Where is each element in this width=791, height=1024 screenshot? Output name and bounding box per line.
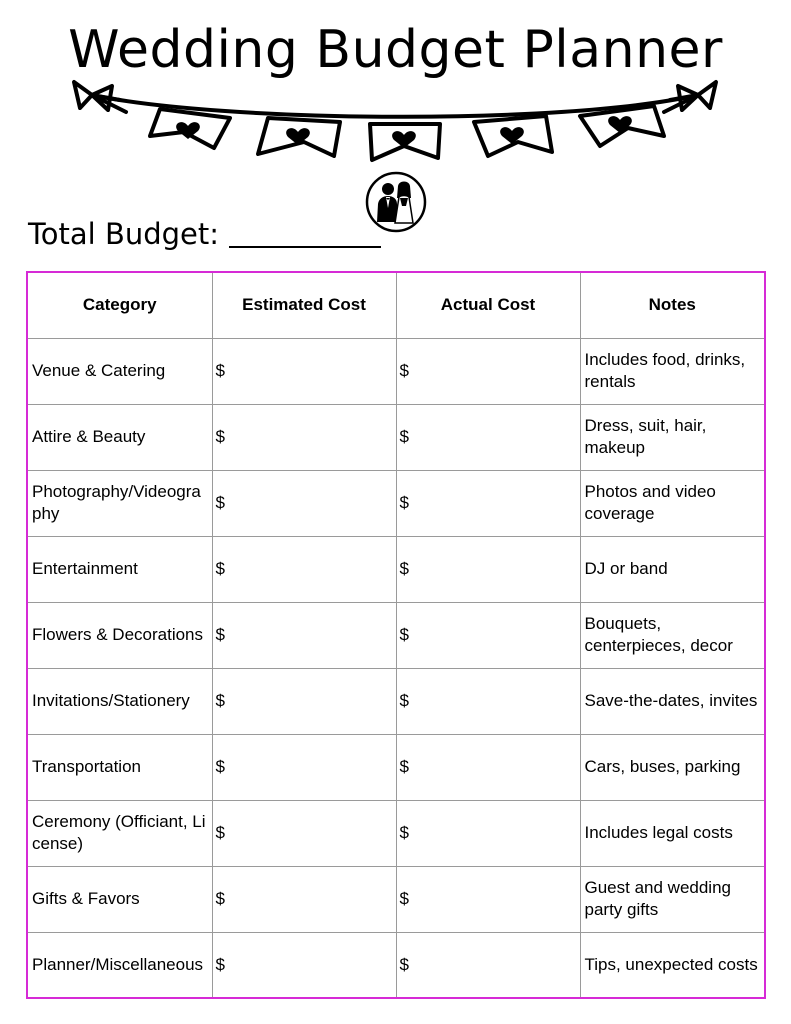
header-estimated-cost: Estimated Cost [212, 272, 396, 338]
estimated-cost-cell[interactable]: $ [212, 668, 396, 734]
estimated-cost-cell[interactable]: $ [212, 932, 396, 998]
table-row [27, 470, 765, 536]
table-row [27, 800, 765, 866]
notes-cell: Guest and wedding party gifts [580, 866, 765, 932]
notes-cell: Save-the-dates, invites [580, 668, 765, 734]
estimated-cost-cell[interactable]: $ [212, 404, 396, 470]
actual-cost-cell[interactable]: $ [396, 338, 580, 404]
notes-cell: Dress, suit, hair, makeup [580, 404, 765, 470]
notes-cell: DJ or band [580, 536, 765, 602]
actual-cost-cell[interactable]: $ [396, 536, 580, 602]
estimated-cost-cell[interactable]: $ [212, 734, 396, 800]
notes-cell: Cars, buses, parking [580, 734, 765, 800]
header-notes: Notes [580, 272, 765, 338]
category-cell: Planner/Miscellaneous [27, 932, 212, 998]
total-budget [28, 214, 381, 254]
notes-cell: Includes food, drinks, rentals [580, 338, 765, 404]
table-row [27, 338, 765, 404]
notes-cell: Includes legal costs [580, 800, 765, 866]
table-row [27, 404, 765, 470]
table-row [27, 932, 765, 998]
notes-cell: Photos and video coverage [580, 470, 765, 536]
category-cell: Flowers & Decorations [27, 602, 212, 668]
page-title: Wedding Budget Planner [68, 20, 723, 80]
estimated-cost-cell[interactable]: $ [212, 800, 396, 866]
category-cell: Gifts & Favors [27, 866, 212, 932]
actual-cost-cell[interactable]: $ [396, 668, 580, 734]
category-cell: Attire & Beauty [27, 404, 212, 470]
estimated-cost-cell[interactable]: $ [212, 536, 396, 602]
table-row [27, 668, 765, 734]
table-row [27, 602, 765, 668]
table-row [27, 734, 765, 800]
bunting-banner-with-hearts-icon [0, 0, 791, 170]
actual-cost-cell[interactable]: $ [396, 404, 580, 470]
actual-cost-cell[interactable]: $ [396, 734, 580, 800]
category-cell: Photography/Videography [27, 470, 212, 536]
actual-cost-cell[interactable]: $ [396, 866, 580, 932]
category-cell: Invitations/Stationery [27, 668, 212, 734]
category-cell: Ceremony (Officiant, License) [27, 800, 212, 866]
header-category: Category [27, 272, 212, 338]
actual-cost-cell[interactable]: $ [396, 602, 580, 668]
actual-cost-cell[interactable]: $ [396, 470, 580, 536]
notes-cell: Bouquets, centerpieces, decor [580, 602, 765, 668]
notes-cell: Tips, unexpected costs [580, 932, 765, 998]
estimated-cost-cell[interactable]: $ [212, 866, 396, 932]
table-row [27, 866, 765, 932]
total-budget-blank[interactable] [229, 226, 381, 248]
table-row [27, 536, 765, 602]
total-budget-label: Total Budget: [28, 217, 220, 251]
table-header-row [27, 272, 765, 338]
actual-cost-cell[interactable]: $ [396, 800, 580, 866]
actual-cost-cell[interactable]: $ [396, 932, 580, 998]
header-actual-cost: Actual Cost [396, 272, 580, 338]
category-cell: Transportation [27, 734, 212, 800]
category-cell: Entertainment [27, 536, 212, 602]
category-cell: Venue & Catering [27, 338, 212, 404]
estimated-cost-cell[interactable]: $ [212, 338, 396, 404]
budget-table [26, 271, 766, 999]
estimated-cost-cell[interactable]: $ [212, 602, 396, 668]
estimated-cost-cell[interactable]: $ [212, 470, 396, 536]
